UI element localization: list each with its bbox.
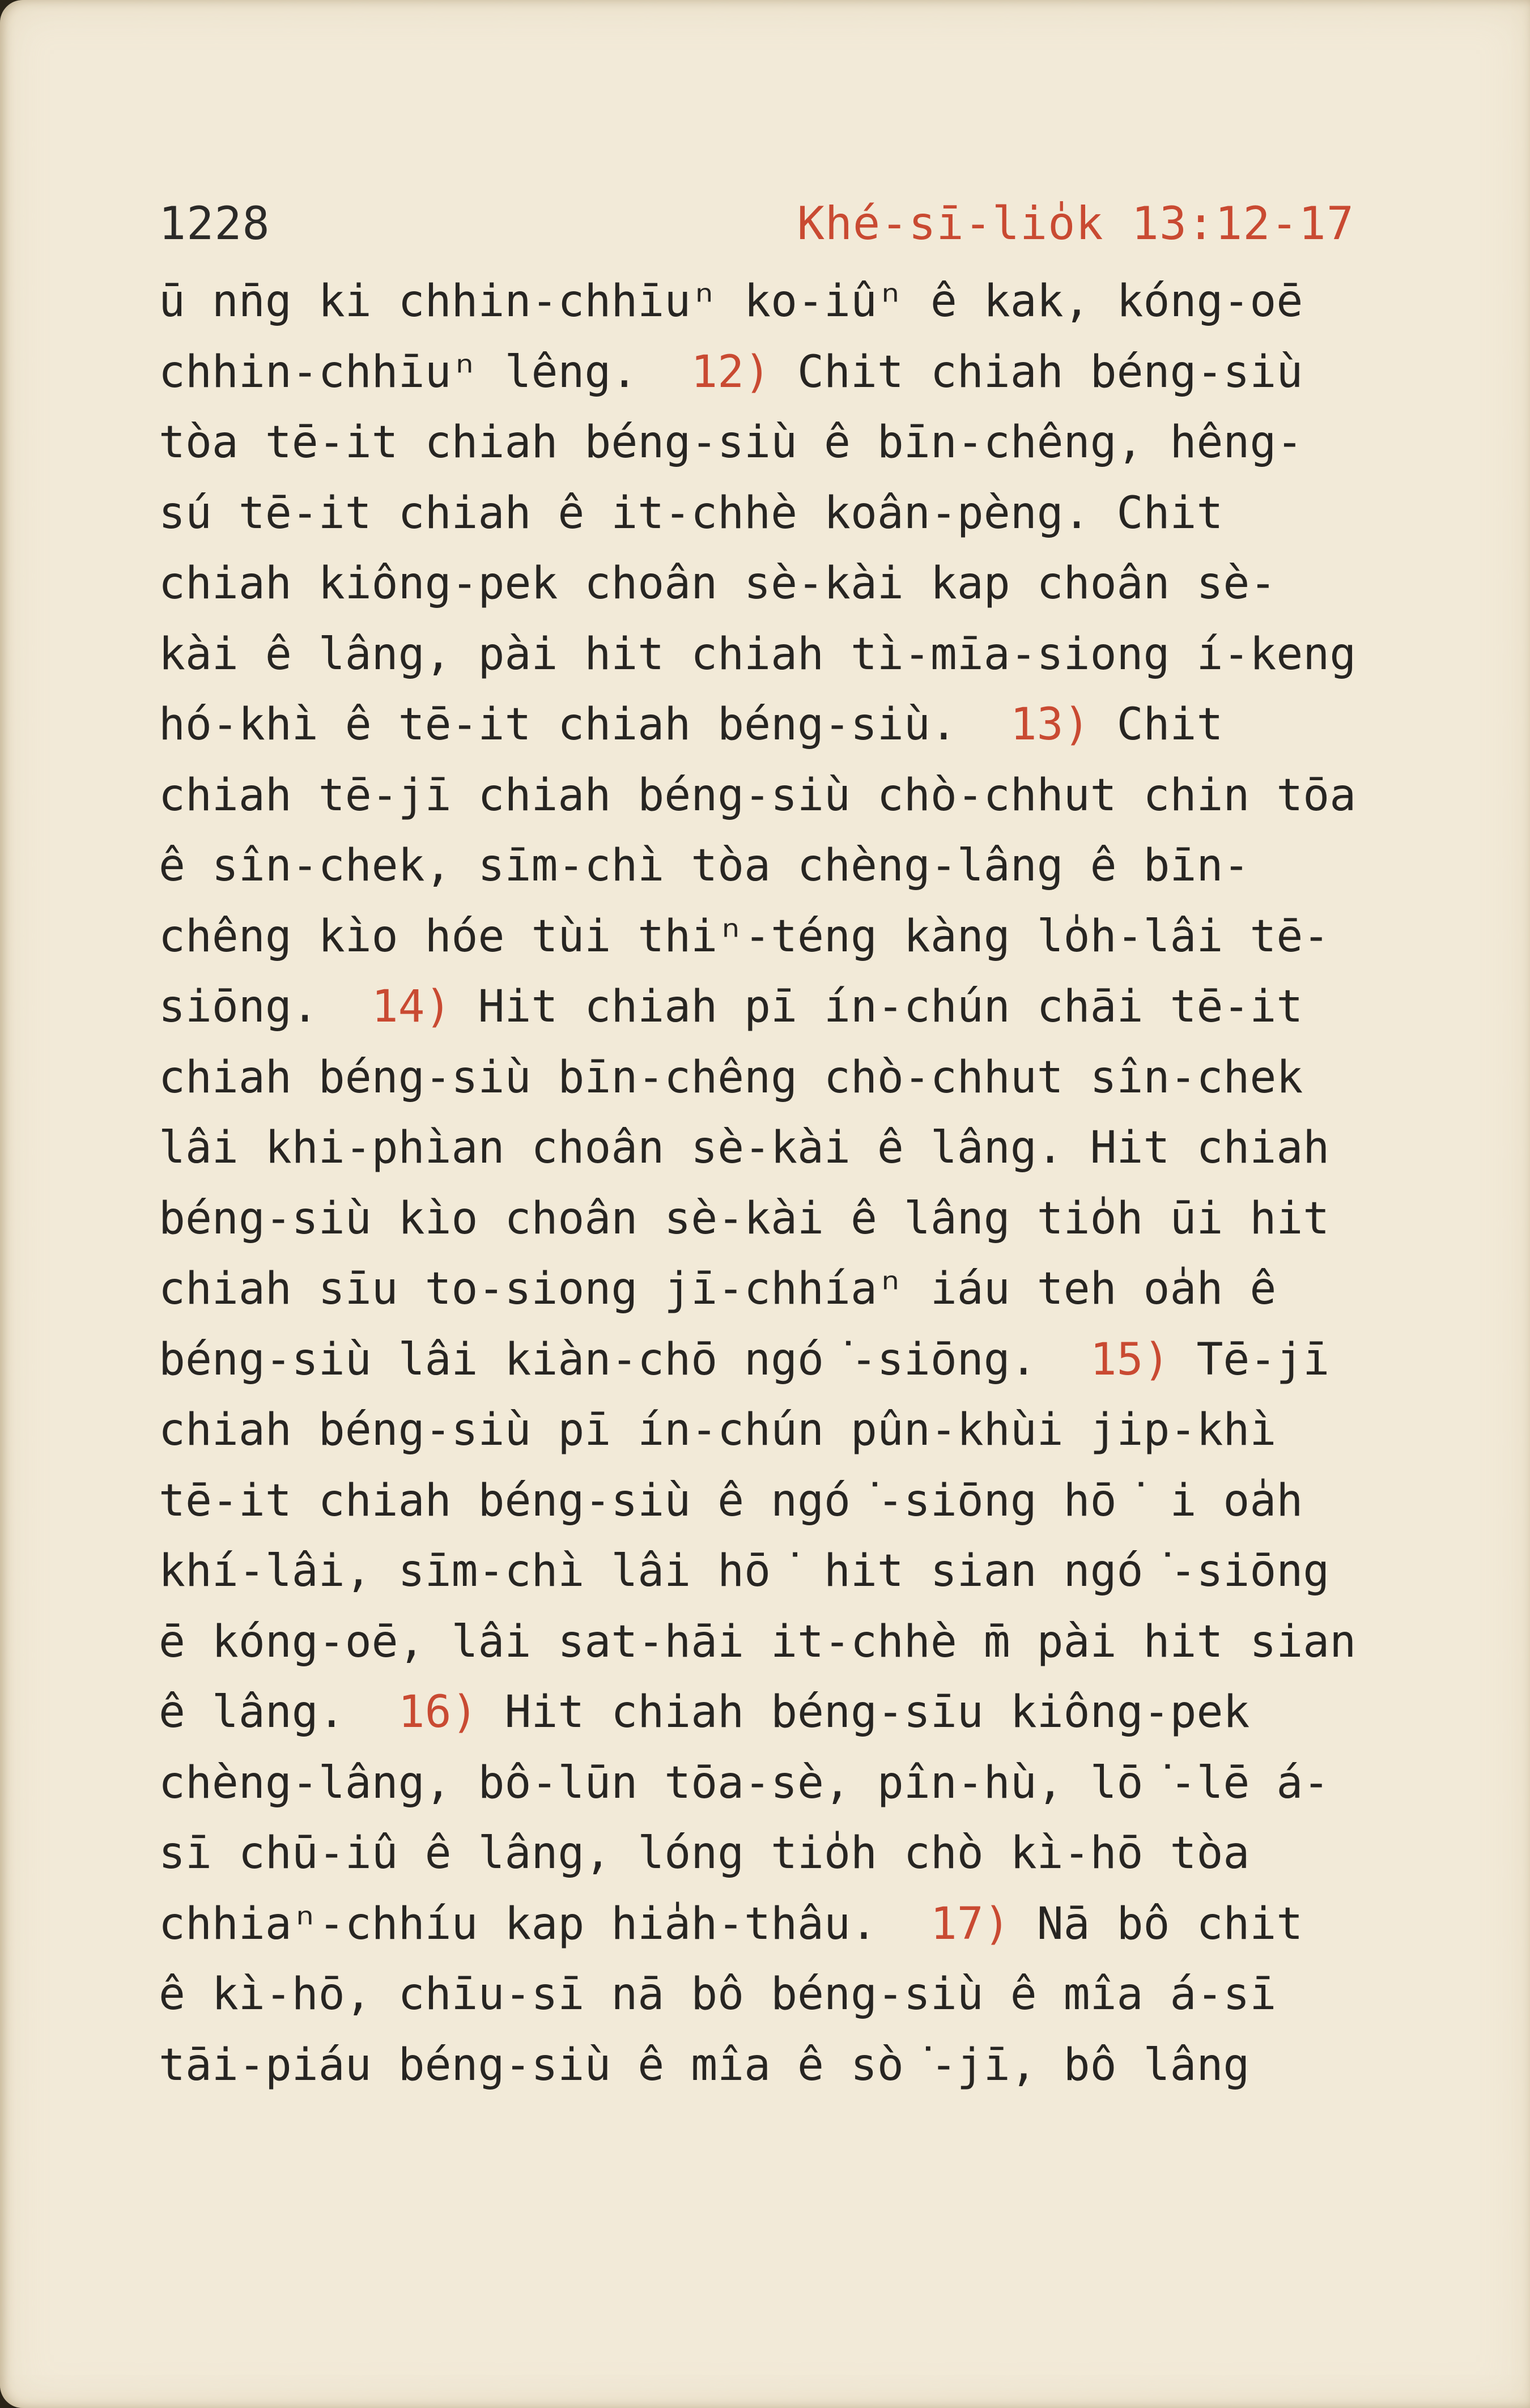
line-text: ē kóng-oē, lâi sat-hāi it-chhè m̄ pài hit sian [159,1616,1357,1667]
text-line [159,1395,1462,1466]
verse-number: 14) [371,981,452,1032]
line-text-continued: Nā bô chit [1010,1898,1303,1950]
text-line [159,1184,1462,1254]
line-text: kài ê lâng, pài hit chiah tì-mīa-siong í-keng [159,628,1357,680]
line-text: siōng. [159,981,372,1032]
line-text: lâi khi-phìan choân sè-kài ê lâng. Hit chiah [159,1122,1330,1173]
text-line [159,1607,1462,1678]
text-line [159,2030,1462,2101]
line-text: béng-siù kìo choân sè-kài ê lâng tio̍h ūi hit [159,1193,1330,1244]
line-text: ê sîn-chek, sīm-chì tòa chèng-lâng ê bīn- [159,840,1250,891]
page-header [159,193,1354,255]
line-text: ê kì-hō, chīu-sī nā bô béng-siù ê mîa á-sī [159,1969,1277,2020]
line-text: hó-khì ê tē-it chiah béng-siù. [159,699,1010,750]
body-text [159,266,1462,2100]
line-text-continued: Tē-jī [1170,1334,1330,1385]
text-line [159,337,1462,408]
running-title: Khé-sī-lio̍k 13:12-17 [797,197,1354,250]
line-text: khí-lâi, sīm-chì lâi hō͘ hit sian ngó͘-siōng [159,1546,1330,1597]
text-line [159,1959,1462,2030]
text-line [159,1748,1462,1819]
text-line [159,1325,1462,1396]
verse-number: 16) [398,1687,478,1738]
text-line [159,1113,1462,1184]
line-text: chèng-lâng, bô-lūn tōa-sè, pîn-hù, lō͘-lē á- [159,1757,1330,1809]
text-line [159,1536,1462,1607]
text-line [159,548,1462,619]
line-text: chhiaⁿ-chhíu kap hia̍h-thâu. [159,1898,930,1950]
verse-number: 17) [930,1898,1010,1950]
line-text: tòa tē-it chiah béng-siù ê bīn-chêng, hêng- [159,417,1303,468]
text-line [159,972,1462,1043]
text-line [159,1254,1462,1325]
line-text: chiah kiông-pek choân sè-kài kap choân sè- [159,558,1277,609]
text-line [159,690,1462,760]
line-text: chiah tē-jī chiah béng-siù chò-chhut chin tōa [159,769,1357,821]
text-line [159,1889,1462,1960]
line-text: chiah béng-siù pī ín-chún pûn-khùi jip-khì [159,1405,1277,1456]
line-text: ū nn̄g ki chhin-chhīuⁿ ko-iûⁿ ê kak, kóng-oē [159,276,1303,327]
text-line [159,1818,1462,1889]
verse-number: 12) [691,346,771,398]
verse-number: 15) [1090,1334,1170,1385]
line-text: chêng kìo hóe tùi thiⁿ-téng kàng lo̍h-lâi tē- [159,911,1330,962]
text-line [159,266,1462,337]
line-text: chiah sīu to-siong jī-chhíaⁿ iáu teh oa̍h ê [159,1263,1277,1314]
line-text: béng-siù lâi kiàn-chō ngó͘-siōng. [159,1334,1090,1385]
text-line [159,1466,1462,1537]
text-line [159,1043,1462,1113]
text-line [159,831,1462,901]
line-text-continued: Chit chiah béng-siù [771,346,1303,398]
text-line [159,407,1462,478]
verse-number: 13) [1010,699,1090,750]
text-line [159,1677,1462,1748]
line-text: chiah béng-siù bīn-chêng chò-chhut sîn-chek [159,1052,1303,1103]
line-text-continued: Chit [1090,699,1223,750]
line-text: tāi-piáu béng-siù ê mîa ê sò͘-jī, bô lâng [159,2039,1250,2091]
line-text: sú tē-it chiah ê it-chhè koân-pèng. Chit [159,487,1223,539]
line-text: tē-it chiah béng-siù ê ngó͘-siōng hō͘ i oa̍h [159,1475,1303,1526]
text-line [159,619,1462,690]
line-text: sī chū-iû ê lâng, lóng tio̍h chò kì-hō tòa [159,1828,1250,1879]
line-text: chhin-chhīuⁿ lêng. [159,346,691,398]
line-text: ê lâng. [159,1687,398,1738]
text-line [159,760,1462,831]
text-line [159,478,1462,549]
text-line [159,901,1462,972]
line-text-continued: Hit chiah pī ín-chún chāi tē-it [451,981,1303,1032]
page-number: 1228 [159,197,270,250]
line-text-continued: Hit chiah béng-sīu kiông-pek [478,1687,1250,1738]
